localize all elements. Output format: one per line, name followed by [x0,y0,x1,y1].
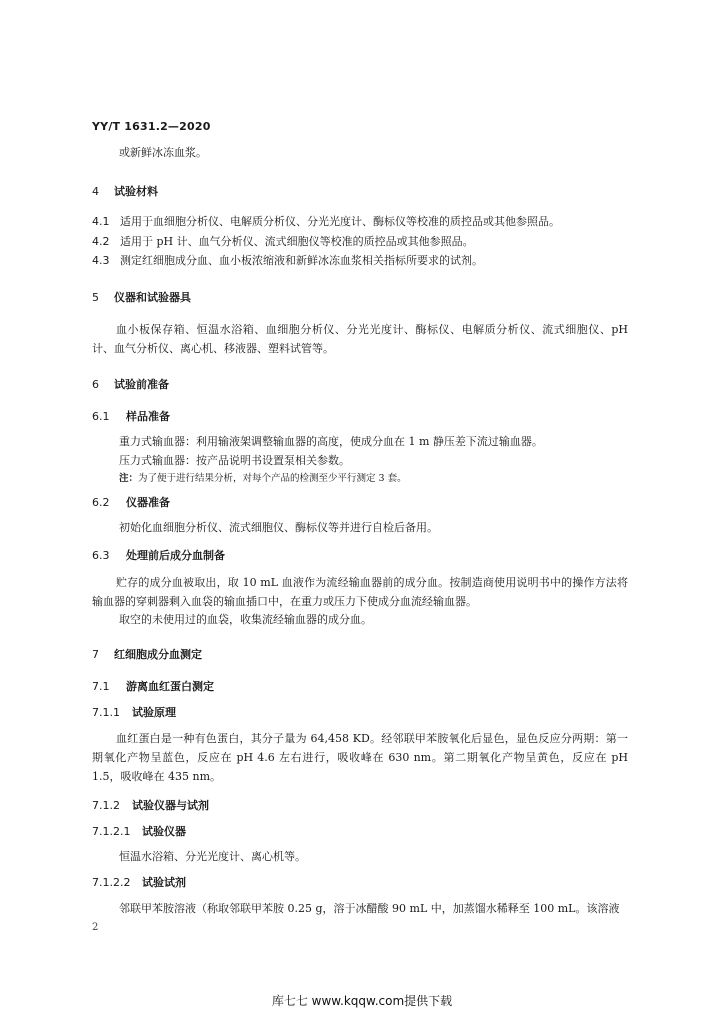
section-6-2-text: 初始化血细胞分析仪、流式细胞仪、酶标仪等并进行自检后备用。 [119,521,438,534]
section-5-paragraph: 血小板保存箱、恒温水浴箱、血细胞分析仪、分光光度计、酶标仪、电解质分析仪、流式细胞仪、pH 计、血气分析仪、离心机、移液器、塑料试管等。 [92,323,628,355]
section-6-3-text: 取空的未使用过的血袋，收集流经输血器的成分血。 [119,613,372,626]
section-7-1-2-1-text: 恒温水浴箱、分光光度计、离心机等。 [119,850,306,863]
section-7-1-1-heading: 7.1.1 试验原理 [92,706,176,719]
section-7-1-2-2-text: 邻联甲苯胺溶液（称取邻联甲苯胺 0.25 g，溶于冰醋酸 90 mL 中，加蒸馏水稀释至 100 mL。该溶液 [119,902,620,915]
section-7-1-1-paragraph: 血红蛋白是一种有色蛋白，其分子量为 64,458 KD。经邻联甲苯胺氧化后显色，显色反应分两期：第一期氧化产物呈蓝色，反应在 pH 4.6 左右进行，吸收峰在 630 nm。第二期氧化产物呈黄色，反应在 pH 1.5，吸收峰在 435 nm。 [92,732,628,783]
section-7-1-2-heading: 7.1.2 试验仪器与试剂 [92,799,209,812]
section-6-3-heading: 6.3 处理前后成分血制备 [92,549,225,562]
item-4-1: 4.1 适用于血细胞分析仪、电解质分析仪、分光光度计、酶标仪等校准的质控品或其他参照品。 [92,215,560,228]
section-7-heading: 7 红细胞成分血测定 [92,648,202,661]
section-6-heading: 6 试验前准备 [92,378,169,391]
section-5-heading: 5 仪器和试验器具 [92,291,191,304]
section-7-1-heading: 7.1 游离血红蛋白测定 [92,680,214,693]
continuation-text: 或新鲜冰冻血浆。 [119,146,207,159]
section-4-heading: 4 试验材料 [92,185,158,198]
download-footer: 库七七 www.kqqw.com提供下载 [271,994,453,1008]
section-6-2-heading: 6.2 仪器准备 [92,496,170,509]
item-4-3: 4.3 测定红细胞成分血、血小板浓缩液和新鲜冰冻血浆相关指标所要求的试剂。 [92,254,483,267]
standard-code: YY/T 1631.2—2020 [92,120,211,133]
section-6-1-heading: 6.1 样品准备 [92,410,170,423]
section-7-1-2-1-heading: 7.1.2.1 试验仪器 [92,825,186,838]
section-6-3-paragraph: 贮存的成分血被取出，取 10 mL 血液作为流经输血器前的成分血。按制造商使用说明书中的操作方法将输血器的穿刺器剩入血袋的输血插口中，在重力或压力下使成分血流经输血器。 [92,576,628,608]
gravity-infusion-text: 重力式输血器：利用输液架调整输血器的高度，使成分血在 1 m 静压差下流过输血器。 [119,435,543,448]
pressure-infusion-text: 压力式输血器：按产品说明书设置泵相关参数。 [119,454,350,467]
item-4-2: 4.2 适用于 pH 计、血气分析仪、流式细胞仪等校准的质控品或其他参照品。 [92,235,474,248]
section-7-1-2-2-heading: 7.1.2.2 试验试剂 [92,876,186,889]
page-number: 2 [92,922,99,933]
note: 注：为了便于进行结果分析，对每个产品的检测至少平行测定 3 套。 [119,473,407,484]
